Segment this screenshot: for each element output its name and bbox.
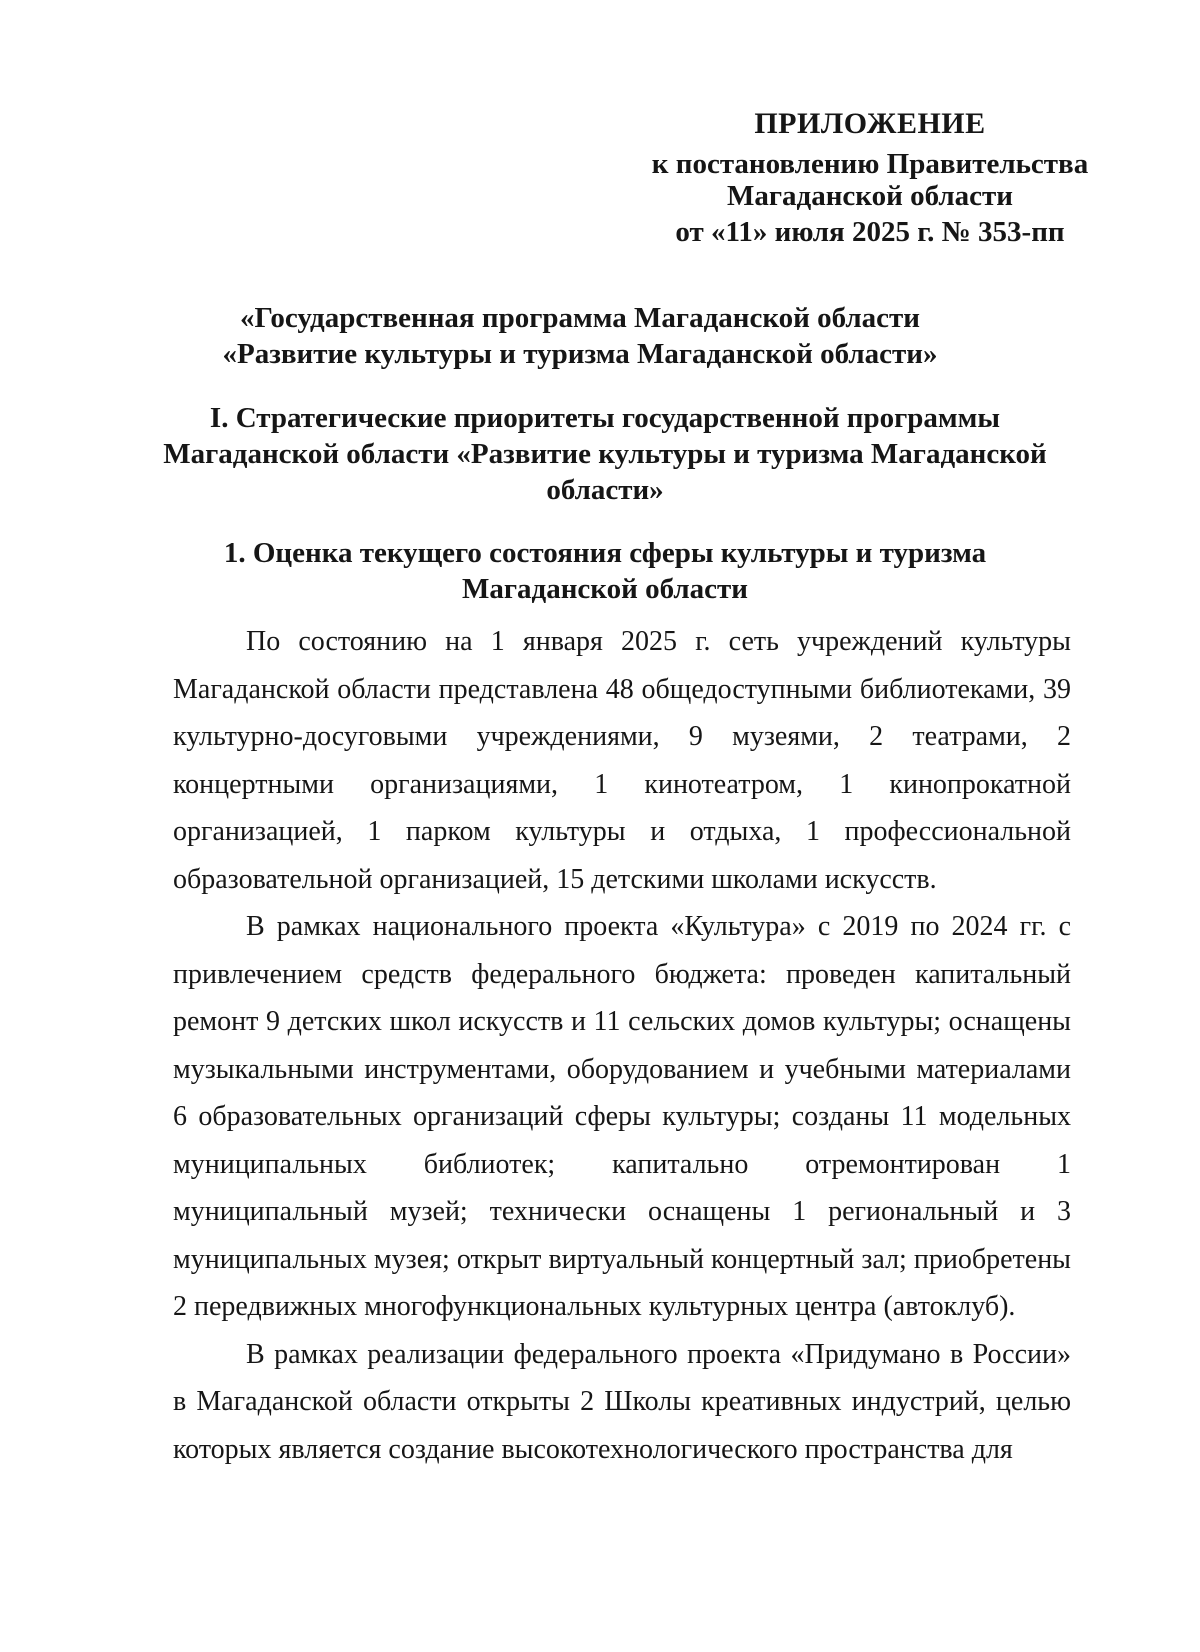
subsection-title-line: Магаданской области [462, 573, 748, 605]
program-title-line: «Развитие культуры и туризма Магаданской области» [222, 338, 938, 370]
program-title [130, 300, 1030, 372]
section-title-line: Магаданской области «Развитие культуры и туризма Магаданской [163, 438, 1047, 470]
appendix-label: ПРИЛОЖЕНИЕ [754, 107, 986, 140]
appendix-region-line: Магаданской области [727, 180, 1013, 212]
subsection-title-line: 1. Оценка текущего состояния сферы культуры и туризма [223, 537, 987, 569]
appendix-decree-line: к постановлению Правительства [651, 148, 1089, 180]
paragraph: В рамках реализации федерального проекта «Придумано в России» в Магаданской области открыты 2 Школы креативных индустрий, целью которых является создание высокотехнологического пространства для [173, 1338, 1071, 1465]
appendix-date-line: от «11» июля 2025 г. № 353-пп [675, 216, 1065, 248]
body-text [173, 618, 1071, 1473]
program-title-line: «Государственная программа Магаданской области [239, 302, 920, 334]
paragraph: По состоянию на 1 января 2025 г. сеть учреждений культуры Магаданской области представлена 48 общедоступными библиотеками, 39 культурно-досуговыми учреждениями, 9 музеями, 2 театрами, 2 концертными организациями, 1 кинотеатром, 1 кинопрокатной организацией, 1 парком культуры и отдыха, 1 профессиональной образовательной организацией, 15 детскими школами искусств. [173, 626, 1071, 895]
subsection-title [150, 535, 1060, 607]
section-title [150, 400, 1060, 508]
section-title-line: I. Стратегические приоритеты государственной программы [209, 402, 1001, 434]
section-title-line: области» [546, 474, 664, 506]
paragraph: В рамках национального проекта «Культура» с 2019 по 2024 гг. с привлечением средств федерального бюджета: проведен капитальный ремонт 9 детских школ искусств и 11 сельских домов культуры; оснащены музыкальными инструментами, оборудованием и учебными материалами 6 образовательных организаций сферы культуры; созданы 11 модельных муниципальных библиотек; капитально отремонтирован 1 муниципальный музей; технически оснащены 1 региональный и 3 муниципальных музея; открыт виртуальный концертный зал; приобретены 2 передвижных многофункциональных культурных центра (автоклуб). [173, 911, 1071, 1322]
